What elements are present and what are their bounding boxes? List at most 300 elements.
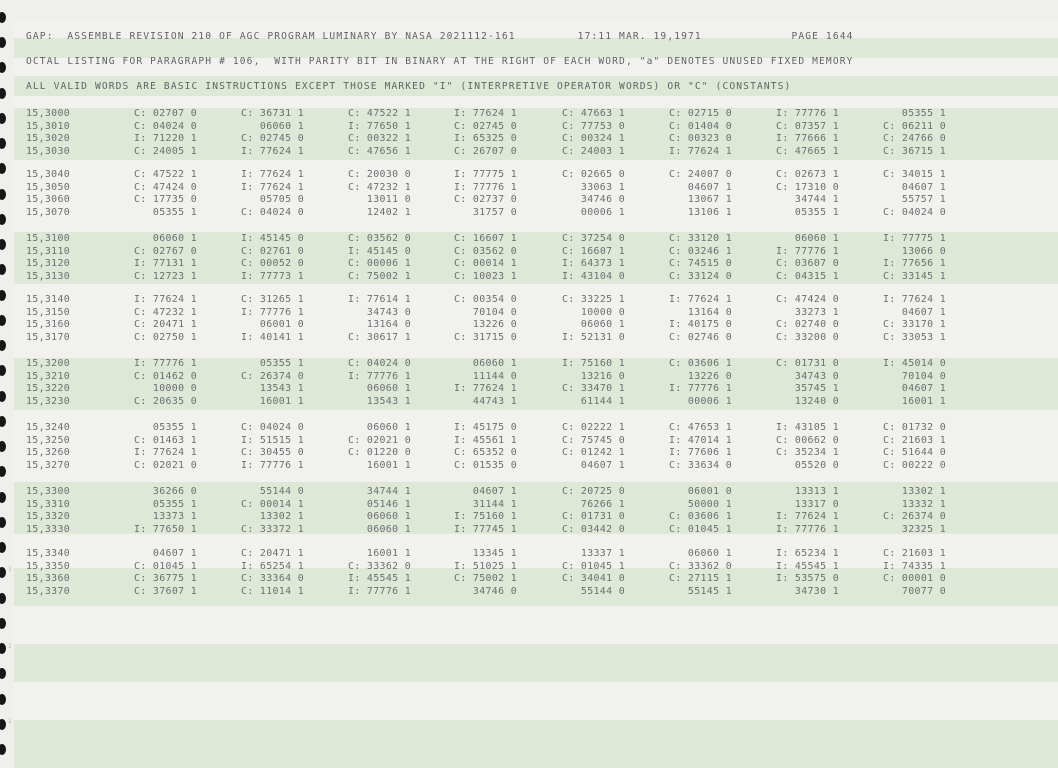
octal-word: C: 02746 0 [669, 331, 732, 343]
octal-word: C: 47522 1 [134, 169, 197, 180]
tractor-hole [0, 416, 6, 427]
listing-row [26, 271, 956, 283]
octal-word: 06001 0 [687, 486, 732, 497]
row-address: 15,3130 [26, 270, 71, 282]
octal-word: C: 33362 0 [348, 560, 411, 572]
octal-word: 04607 1 [901, 306, 946, 318]
row-address: 15,3360 [26, 573, 71, 584]
octal-word: I: 45145 0 [348, 245, 411, 257]
octal-word: C: 47665 1 [776, 145, 839, 157]
row-address: 15,3150 [26, 306, 71, 318]
tractor-hole [0, 239, 6, 250]
octal-word: 13543 1 [259, 383, 304, 394]
octal-word: C: 51644 0 [883, 447, 946, 458]
octal-word: 31757 0 [472, 206, 517, 218]
tractor-hole [0, 744, 6, 755]
octal-word: C: 47232 1 [134, 306, 197, 318]
octal-word: C: 00323 0 [669, 133, 732, 144]
octal-word: C: 33200 0 [776, 331, 839, 343]
octal-word: I: 45145 0 [241, 233, 304, 244]
octal-word: C: 20725 0 [562, 486, 625, 497]
listing-row [26, 133, 956, 145]
row-address: 15,3100 [26, 233, 71, 244]
octal-word: 13332 1 [901, 498, 946, 510]
octal-word: 05355 1 [901, 108, 946, 119]
octal-word: C: 02021 0 [134, 459, 197, 471]
octal-word: 06060 1 [366, 422, 411, 433]
octal-word: C: 36715 1 [883, 145, 946, 157]
octal-word: I: 77776 1 [454, 181, 517, 193]
octal-word: C: 75002 1 [454, 573, 517, 584]
octal-word: 13066 0 [901, 245, 946, 257]
tractor-hole [0, 189, 6, 200]
octal-word: I: 77776 1 [776, 523, 839, 535]
octal-word: 12402 1 [366, 206, 411, 218]
listing-row [26, 447, 956, 459]
listing-row [26, 573, 956, 585]
octal-word: C: 31715 0 [454, 331, 517, 343]
octal-word: 13302 1 [259, 511, 304, 522]
octal-word: 13313 1 [794, 486, 839, 497]
octal-word: C: 37607 1 [134, 585, 197, 597]
octal-word: 13317 0 [794, 498, 839, 510]
octal-word: C: 26374 0 [883, 511, 946, 522]
row-address: 15,3040 [26, 169, 71, 180]
octal-word: 06001 0 [259, 319, 304, 330]
tractor-hole [0, 214, 6, 225]
listing-row [26, 233, 956, 245]
octal-word: 00006 1 [687, 395, 732, 407]
octal-word: C: 47653 1 [669, 422, 732, 433]
row-address: 15,3170 [26, 331, 71, 343]
row-address: 15,3300 [26, 486, 71, 497]
octal-word: 13302 1 [901, 486, 946, 497]
listing-row [26, 548, 956, 560]
row-address: 15,3070 [26, 206, 71, 218]
octal-word: C: 17310 0 [776, 181, 839, 193]
octal-word: 70104 0 [901, 370, 946, 382]
octal-word: I: 45014 0 [883, 358, 946, 369]
octal-word: C: 01535 0 [454, 459, 517, 471]
octal-word: 34746 0 [472, 585, 517, 597]
octal-word: C: 02222 1 [562, 422, 625, 433]
listing-row [26, 371, 956, 383]
octal-word: C: 00222 0 [883, 459, 946, 471]
octal-word: C: 01462 0 [134, 370, 197, 382]
octal-word: C: 20030 0 [348, 169, 411, 180]
octal-word: 05355 1 [152, 498, 197, 510]
octal-word: I: 40141 1 [241, 331, 304, 343]
margin-mark: 3 [8, 566, 12, 573]
octal-word: I: 77656 1 [883, 258, 946, 269]
octal-word: I: 77775 1 [883, 233, 946, 244]
octal-word: 06060 1 [580, 319, 625, 330]
listing-row [26, 422, 956, 434]
octal-word: 16001 1 [259, 395, 304, 407]
octal-word: C: 04024 0 [883, 206, 946, 218]
octal-word: I: 65254 1 [241, 560, 304, 572]
octal-word: C: 04024 0 [241, 206, 304, 218]
octal-word: C: 00662 0 [776, 434, 839, 446]
row-address: 15,3000 [26, 108, 71, 119]
octal-word: C: 35234 1 [776, 447, 839, 458]
tractor-hole [0, 694, 6, 705]
octal-word: 04607 1 [901, 181, 946, 193]
octal-word: 61144 1 [580, 395, 625, 407]
tractor-hole [0, 466, 6, 477]
tractor-hole [0, 163, 6, 174]
octal-word: 06060 1 [259, 120, 304, 132]
octal-word: 05355 1 [152, 206, 197, 218]
row-address: 15,3230 [26, 395, 71, 407]
octal-word: C: 36775 1 [134, 573, 197, 584]
octal-word: C: 65352 0 [454, 447, 517, 458]
octal-word: I: 77614 1 [348, 294, 411, 305]
octal-word: C: 00006 1 [348, 258, 411, 269]
octal-word: 05520 0 [794, 459, 839, 471]
octal-word: C: 02673 1 [776, 169, 839, 180]
octal-word: 04607 1 [687, 181, 732, 193]
octal-word: C: 33225 1 [562, 294, 625, 305]
octal-word: 06060 1 [366, 511, 411, 522]
listing-row [26, 332, 956, 344]
octal-word: C: 03246 1 [669, 245, 732, 257]
octal-word: C: 20635 0 [134, 395, 197, 407]
octal-word: C: 01463 1 [134, 434, 197, 446]
margin-mark: 1 [8, 718, 12, 725]
row-address: 15,3370 [26, 585, 71, 597]
paper-band [14, 720, 1058, 768]
octal-word: C: 33170 1 [883, 319, 946, 330]
octal-word: I: 77131 1 [134, 258, 197, 269]
octal-word: C: 21603 1 [883, 548, 946, 559]
tractor-hole [0, 113, 6, 124]
listing-row [26, 258, 956, 270]
listing-row [26, 511, 956, 523]
octal-word: 31144 1 [472, 498, 517, 510]
octal-word: I: 74335 1 [883, 560, 946, 572]
octal-word: C: 02737 0 [454, 194, 517, 205]
row-address: 15,3030 [26, 145, 71, 157]
octal-word: C: 02665 0 [562, 169, 625, 180]
listing-row [26, 182, 956, 194]
octal-word: C: 02767 0 [134, 245, 197, 257]
octal-word: 70104 0 [472, 306, 517, 318]
octal-word: C: 01242 1 [562, 447, 625, 458]
octal-word: 34744 1 [366, 486, 411, 497]
octal-word: C: 24005 1 [134, 145, 197, 157]
octal-word: I: 77776 1 [348, 585, 411, 597]
octal-word: C: 01045 1 [134, 560, 197, 572]
listing-row [26, 396, 956, 408]
header-line-2: OCTAL LISTING FOR PARAGRAPH # 106, WITH PARITY BIT IN BINARY AT THE RIGHT OF EACH WORD, "a" DENOTES UNUSED FIXED MEMORY [26, 56, 854, 67]
tractor-hole [0, 290, 6, 301]
octal-word: C: 00324 1 [562, 133, 625, 144]
octal-word: I: 77776 1 [134, 358, 197, 369]
octal-word: 05355 1 [794, 206, 839, 218]
tractor-hole [0, 668, 6, 679]
octal-word: C: 02707 0 [134, 108, 197, 119]
octal-word: C: 16607 1 [454, 233, 517, 244]
octal-word: I: 40175 0 [669, 319, 732, 330]
octal-word: C: 20471 1 [134, 319, 197, 330]
row-address: 15,3160 [26, 319, 71, 330]
octal-word: C: 74515 0 [669, 258, 732, 269]
row-address: 15,3330 [26, 523, 71, 535]
octal-word: C: 04024 0 [241, 422, 304, 433]
octal-word: C: 04024 0 [134, 120, 197, 132]
tractor-hole [0, 88, 6, 99]
octal-word: C: 33372 1 [241, 523, 304, 535]
octal-word: C: 12723 1 [134, 270, 197, 282]
octal-word: 13226 0 [472, 319, 517, 330]
tractor-hole [0, 492, 6, 503]
tractor-hole [0, 365, 6, 376]
octal-word: C: 11014 1 [241, 585, 304, 597]
octal-word: 33273 1 [794, 306, 839, 318]
octal-word: C: 00322 1 [348, 133, 411, 144]
octal-word: 13337 1 [580, 548, 625, 559]
octal-word: C: 33053 1 [883, 331, 946, 343]
tractor-hole [0, 340, 6, 351]
paper-band [14, 644, 1058, 682]
octal-word: 16001 1 [366, 459, 411, 471]
octal-word: I: 77776 1 [669, 383, 732, 394]
octal-word: I: 77624 1 [669, 145, 732, 157]
octal-word: C: 02745 0 [241, 133, 304, 144]
octal-word: I: 77650 1 [348, 120, 411, 132]
octal-word: C: 03607 0 [776, 258, 839, 269]
tractor-hole [0, 593, 6, 604]
octal-word: C: 10023 1 [454, 270, 517, 282]
octal-word: I: 77624 1 [241, 181, 304, 193]
octal-word: I: 43105 1 [776, 422, 839, 433]
octal-word: 50000 1 [687, 498, 732, 510]
octal-word: 13011 0 [366, 194, 411, 205]
listing-row [26, 319, 956, 331]
octal-word: I: 47014 1 [669, 434, 732, 446]
tractor-hole [0, 542, 6, 553]
octal-word: C: 02761 0 [241, 245, 304, 257]
octal-word: I: 51515 1 [241, 434, 304, 446]
octal-word: 13240 0 [794, 395, 839, 407]
octal-word: 13543 1 [366, 395, 411, 407]
octal-word: I: 77624 1 [134, 294, 197, 305]
octal-word: 13106 1 [687, 206, 732, 218]
margin-mark: 2 [8, 643, 12, 650]
octal-word: 34743 0 [794, 370, 839, 382]
octal-word: I: 77624 1 [776, 511, 839, 522]
octal-word: C: 47522 1 [348, 108, 411, 119]
octal-word: C: 01731 0 [776, 358, 839, 369]
octal-word: C: 16607 1 [562, 245, 625, 257]
tractor-hole [0, 441, 6, 452]
octal-word: C: 01731 0 [562, 511, 625, 522]
octal-word: I: 77624 1 [134, 447, 197, 458]
octal-word: I: 65325 0 [454, 133, 517, 144]
row-address: 15,3140 [26, 294, 71, 305]
row-address: 15,3260 [26, 447, 71, 458]
octal-word: C: 33362 0 [669, 560, 732, 572]
octal-word: I: 77773 1 [241, 270, 304, 282]
listing-row [26, 169, 956, 181]
octal-word: C: 21603 1 [883, 434, 946, 446]
row-address: 15,3220 [26, 383, 71, 394]
octal-word: 34746 0 [580, 194, 625, 205]
octal-word: I: 51025 1 [454, 560, 517, 572]
octal-word: 55144 0 [259, 486, 304, 497]
octal-word: 33063 1 [580, 181, 625, 193]
octal-word: C: 00001 0 [883, 573, 946, 584]
octal-word: 70077 0 [901, 585, 946, 597]
octal-word: I: 77624 1 [669, 294, 732, 305]
octal-word: C: 00052 0 [241, 258, 304, 269]
octal-word: 13226 0 [687, 370, 732, 382]
listing-row [26, 121, 956, 133]
tractor-hole [0, 618, 6, 629]
octal-word: C: 03606 1 [669, 358, 732, 369]
row-address: 15,3340 [26, 548, 71, 559]
octal-word: C: 34015 1 [883, 169, 946, 180]
octal-word: 13067 1 [687, 194, 732, 205]
octal-word: C: 17735 0 [134, 194, 197, 205]
octal-word: I: 77776 1 [241, 459, 304, 471]
octal-word: 55144 0 [580, 585, 625, 597]
octal-word: I: 77624 1 [883, 294, 946, 305]
listing-row [26, 435, 956, 447]
octal-word: I: 71220 1 [134, 133, 197, 144]
tractor-hole [0, 719, 6, 730]
octal-word: C: 01404 0 [669, 120, 732, 132]
octal-word: C: 75002 1 [348, 270, 411, 282]
listing-row [26, 358, 956, 370]
octal-word: 06060 1 [472, 358, 517, 369]
tractor-hole [0, 37, 6, 48]
listing-row [26, 460, 956, 472]
tractor-hole [0, 391, 6, 402]
octal-word: C: 06211 0 [883, 120, 946, 132]
octal-word: I: 75160 1 [562, 358, 625, 369]
octal-word: C: 02745 0 [454, 120, 517, 132]
octal-word: 04607 1 [152, 548, 197, 559]
listing-row [26, 246, 956, 258]
row-address: 15,3200 [26, 358, 71, 369]
octal-word: C: 04315 1 [776, 270, 839, 282]
header-line-3: ALL VALID WORDS ARE BASIC INSTRUCTIONS EXCEPT THOSE MARKED "I" (INTERPRETIVE OPERATOR WORDS) OR "C" (CONSTANTS) [26, 81, 792, 92]
octal-word: C: 33124 0 [669, 270, 732, 282]
octal-word: 11144 0 [472, 370, 517, 382]
octal-word: 13345 1 [472, 548, 517, 559]
octal-word: C: 01220 0 [348, 447, 411, 458]
octal-word: C: 47232 1 [348, 181, 411, 193]
octal-word: 05146 1 [366, 498, 411, 510]
octal-word: 06060 1 [687, 548, 732, 559]
octal-word: 16001 1 [366, 548, 411, 559]
header-line-1: GAP: ASSEMBLE REVISION 210 OF AGC PROGRAM LUMINARY BY NASA 2021112-161 17:11 MAR. 19,1971 PAGE 1644 [26, 31, 854, 42]
octal-word: C: 47663 1 [562, 108, 625, 119]
row-address: 15,3270 [26, 459, 71, 471]
octal-word: C: 03562 0 [348, 233, 411, 244]
listing-row [26, 207, 956, 219]
octal-word: I: 45175 0 [454, 422, 517, 433]
octal-word: C: 75745 0 [562, 434, 625, 446]
octal-word: 04607 1 [580, 459, 625, 471]
octal-word: C: 04024 0 [348, 358, 411, 369]
octal-word: C: 20471 1 [241, 548, 304, 559]
listing-row [26, 383, 956, 395]
octal-word: C: 33364 0 [241, 573, 304, 584]
octal-word: I: 77776 1 [348, 370, 411, 382]
octal-word: I: 43104 0 [562, 270, 625, 282]
row-address: 15,3350 [26, 560, 71, 572]
octal-word: 36266 0 [152, 486, 197, 497]
octal-word: 06060 1 [366, 523, 411, 535]
octal-word: C: 47424 0 [776, 294, 839, 305]
octal-word: C: 36731 1 [241, 108, 304, 119]
listing-row [26, 194, 956, 206]
octal-word: I: 77624 1 [241, 145, 304, 157]
octal-word: I: 75160 1 [454, 511, 517, 522]
octal-word: 44743 1 [472, 395, 517, 407]
octal-word: 06060 1 [366, 383, 411, 394]
listing-row [26, 486, 956, 498]
octal-word: C: 02715 0 [669, 108, 732, 119]
octal-word: I: 52131 0 [562, 331, 625, 343]
row-address: 15,3110 [26, 245, 71, 257]
octal-word: C: 30617 1 [348, 331, 411, 343]
octal-word: 13164 0 [366, 319, 411, 330]
octal-word: I: 77776 1 [241, 306, 304, 318]
octal-word: I: 64373 1 [562, 258, 625, 269]
octal-word: 05355 1 [152, 422, 197, 433]
row-address: 15,3120 [26, 258, 71, 269]
octal-word: C: 33145 1 [883, 270, 946, 282]
octal-word: 16001 1 [901, 395, 946, 407]
row-address: 15,3210 [26, 370, 71, 382]
octal-word: I: 77775 1 [454, 169, 517, 180]
octal-word: C: 33634 0 [669, 459, 732, 471]
tractor-hole [0, 264, 6, 275]
tractor-hole [0, 62, 6, 73]
octal-word: 32325 1 [901, 523, 946, 535]
octal-word: I: 77650 1 [134, 523, 197, 535]
octal-word: C: 02021 0 [348, 434, 411, 446]
row-address: 15,3240 [26, 422, 71, 433]
tractor-hole [0, 567, 6, 578]
tractor-hole [0, 12, 6, 23]
row-address: 15,3250 [26, 434, 71, 446]
octal-word: C: 47656 1 [348, 145, 411, 157]
octal-word: C: 77753 0 [562, 120, 625, 132]
octal-word: 76266 1 [580, 498, 625, 510]
octal-word: I: 77776 1 [776, 108, 839, 119]
listing-row [26, 561, 956, 573]
listing-row [26, 294, 956, 306]
octal-word: I: 77624 1 [454, 108, 517, 119]
octal-word: C: 24007 0 [669, 169, 732, 180]
octal-word: C: 26374 0 [241, 370, 304, 382]
octal-word: C: 47424 0 [134, 181, 197, 193]
octal-word: I: 77606 1 [669, 447, 732, 458]
octal-word: 05705 0 [259, 194, 304, 205]
listing-row [26, 524, 956, 536]
octal-word: 13216 0 [580, 370, 625, 382]
listing-row [26, 586, 956, 598]
octal-word: I: 45561 1 [454, 434, 517, 446]
octal-word: C: 07357 1 [776, 120, 839, 132]
octal-word: C: 02750 1 [134, 331, 197, 343]
octal-word: 10000 0 [152, 383, 197, 394]
